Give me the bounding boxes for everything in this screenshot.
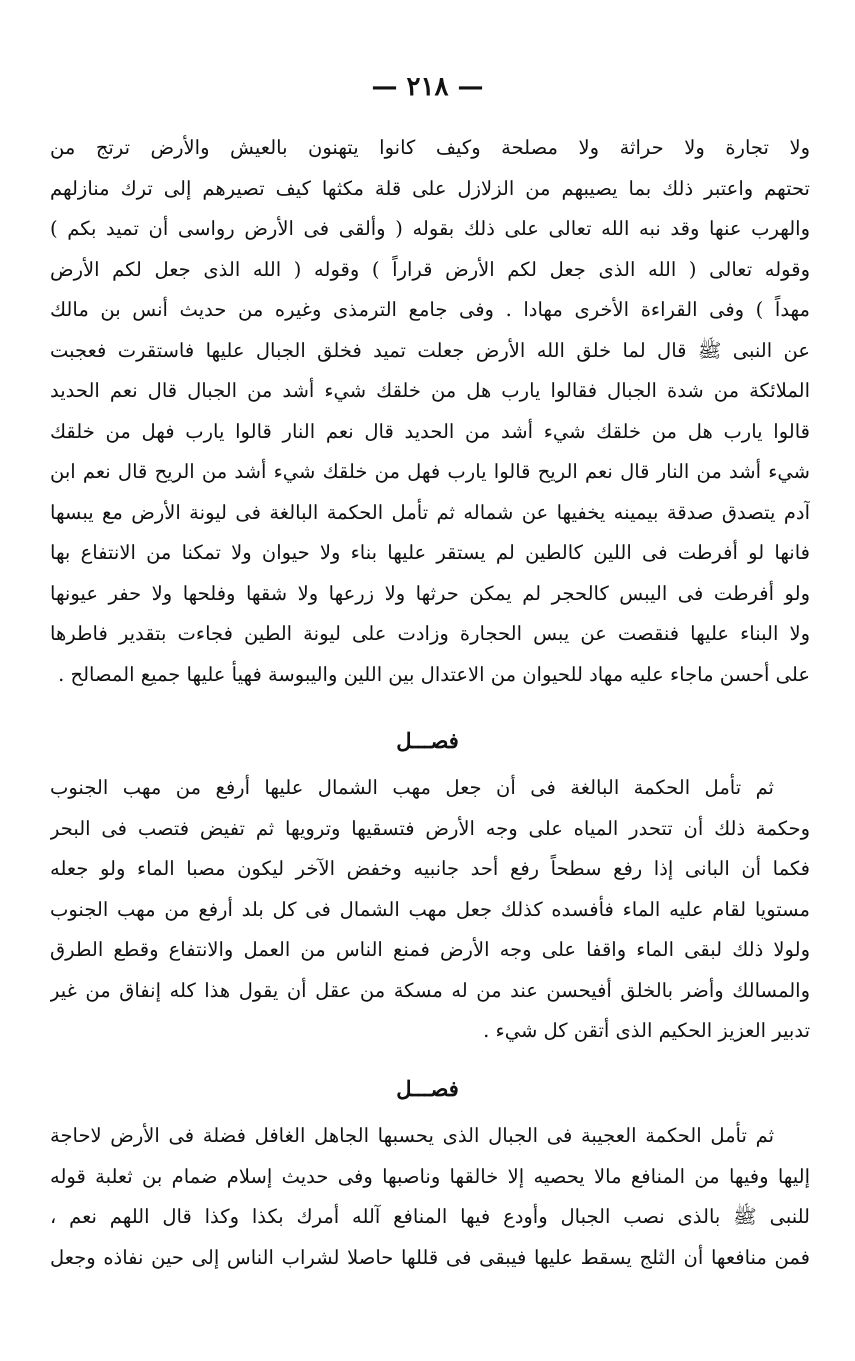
paragraph-section-3 — [50, 1116, 810, 1278]
text-line: ثم تأمل الحكمة العجيبة فى الجبال الذى يحسبها الجاهل الغافل فضلة فى الأرض لاحاجة — [50, 1124, 774, 1147]
text-line: الملائكة من شدة الجبال فقالوا يارب هل من خلقك شيء أشد من الجبال قال نعم الحديد — [50, 379, 810, 402]
text-line: شيء أشد من النار قال نعم الريح قالوا يارب فهل من خلقك شيء أشد من الريح قال نعم ابن — [50, 460, 810, 483]
text-line: ولولا ذلك لبقى الماء واقفا على وجه الأرض فمنع الناس من العمل والانتفاع وقطع الطرق — [50, 938, 810, 961]
text-line: تدبير العزيز الحكيم الذى أتقن كل شيء . — [483, 1019, 810, 1042]
text-line: قالوا يارب هل من خلقك شيء أشد من الحديد قال نعم النار قالوا يارب فهل من خلقك — [50, 419, 810, 443]
text-line: وحكمة ذلك أن تتحدر المياه على وجه الأرض فتسقيها وترويها ثم تفيض فتصب فى البحر — [50, 816, 810, 840]
section-heading-2: فصـــل — [396, 1076, 459, 1101]
text-line: ولا تجارة ولا حراثة ولا مصلحة وكيف كانوا يتهنون بالعيش والأرض ترتج من — [50, 136, 810, 159]
text-line: ولا البناء عليها فنقصت عن يبس الحجارة وزادت على ليونة الطين فجاءت بتقدير فاطرها — [50, 622, 810, 645]
text-line: على أحسن ماجاء عليه مهاد للحيوان من الاعتدال بين اللين واليبوسة فهيأ عليها جميع المصالح . — [58, 662, 810, 686]
text-line: وقوله تعالى ( الله الذى جعل لكم الأرض قراراً ) وقوله ( الله الذى جعل لكم الأرض — [50, 257, 810, 281]
section-heading-1: فصـــل — [396, 728, 459, 753]
text-line: والهرب عنها وقد نبه الله تعالى على ذلك بقوله ( وألقى فى الأرض رواسى أن تميد بكم ) — [50, 217, 810, 240]
text-line: للنبى ﷺ بالذى نصب الجبال وأودع فيها المنافع آلله أمرك بكذا وكذا قال اللهم نعم ، — [50, 1205, 810, 1228]
text-line: إليها وفيها من المنافع مالا يحصيه إلا خالقها وناصبها وفى حديث إسلام ضمام بن ثعلبة قوله — [50, 1164, 810, 1188]
text-line: عن النبى ﷺ قال لما خلق الله الأرض جعلت تميد فخلق الجبال عليها فاستقرت فعجبت — [50, 338, 810, 362]
text-line: فانها لو أفرطت فى اللين كالطين لم يستقر عليها بناء ولا حيوان ولا تمكنا من الانتفاع بها — [50, 541, 810, 564]
text-line: تحتهم واعتبر ذلك بما يصيبهم من الزلازل على قلة مكثها كيف تصيرهم إلى ترك منازلهم — [50, 176, 810, 200]
text-line: ولو أفرطت فى اليبس كالحجر لم يمكن حرثها ولا زرعها ولا شقها وفلحها ولا حفر عيونها — [50, 581, 810, 605]
text-line: ثم تأمل الحكمة البالغة فى أن جعل مهب الشمال عليها أرفع من مهب الجنوب — [50, 776, 774, 799]
paragraph-section-1 — [50, 128, 810, 695]
paragraph-section-2 — [50, 768, 810, 1052]
text-line: فمن منافعها أن الثلج يسقط عليها فيبقى فى قللها حاصلا لشراب الناس إلى حين نفاذه وجعل — [50, 1245, 810, 1269]
text-line: آدم يتصدق صدقة بيمينه يخفيها عن شماله ثم تأمل الحكمة البالغة فى ليونة الأرض مع يبسها — [50, 500, 810, 524]
text-line: مستويا لقام عليه الماء فأفسده كذلك جعل مهب الشمال فى كل بلد أرفع من مهب الجنوب — [50, 897, 810, 921]
text-line: فكما أن البانى إذا رفع سطحاً رفع أحد جانبيه وخفض الآخر ليكون مصبا الماء ولو جعله — [50, 857, 810, 880]
text-line: مهداً ) وفى القراءة الأخرى مهادا . وفى جامع الترمذى وغيره من حديث أنس بن مالك — [50, 298, 810, 321]
text-line: والمسالك وأضر بالخلق أفيحسن عند من له مسكة من عقل أن يقول هذا كله إنفاق من غير — [50, 978, 810, 1002]
page-number: — ٢١٨ — — [371, 72, 484, 102]
